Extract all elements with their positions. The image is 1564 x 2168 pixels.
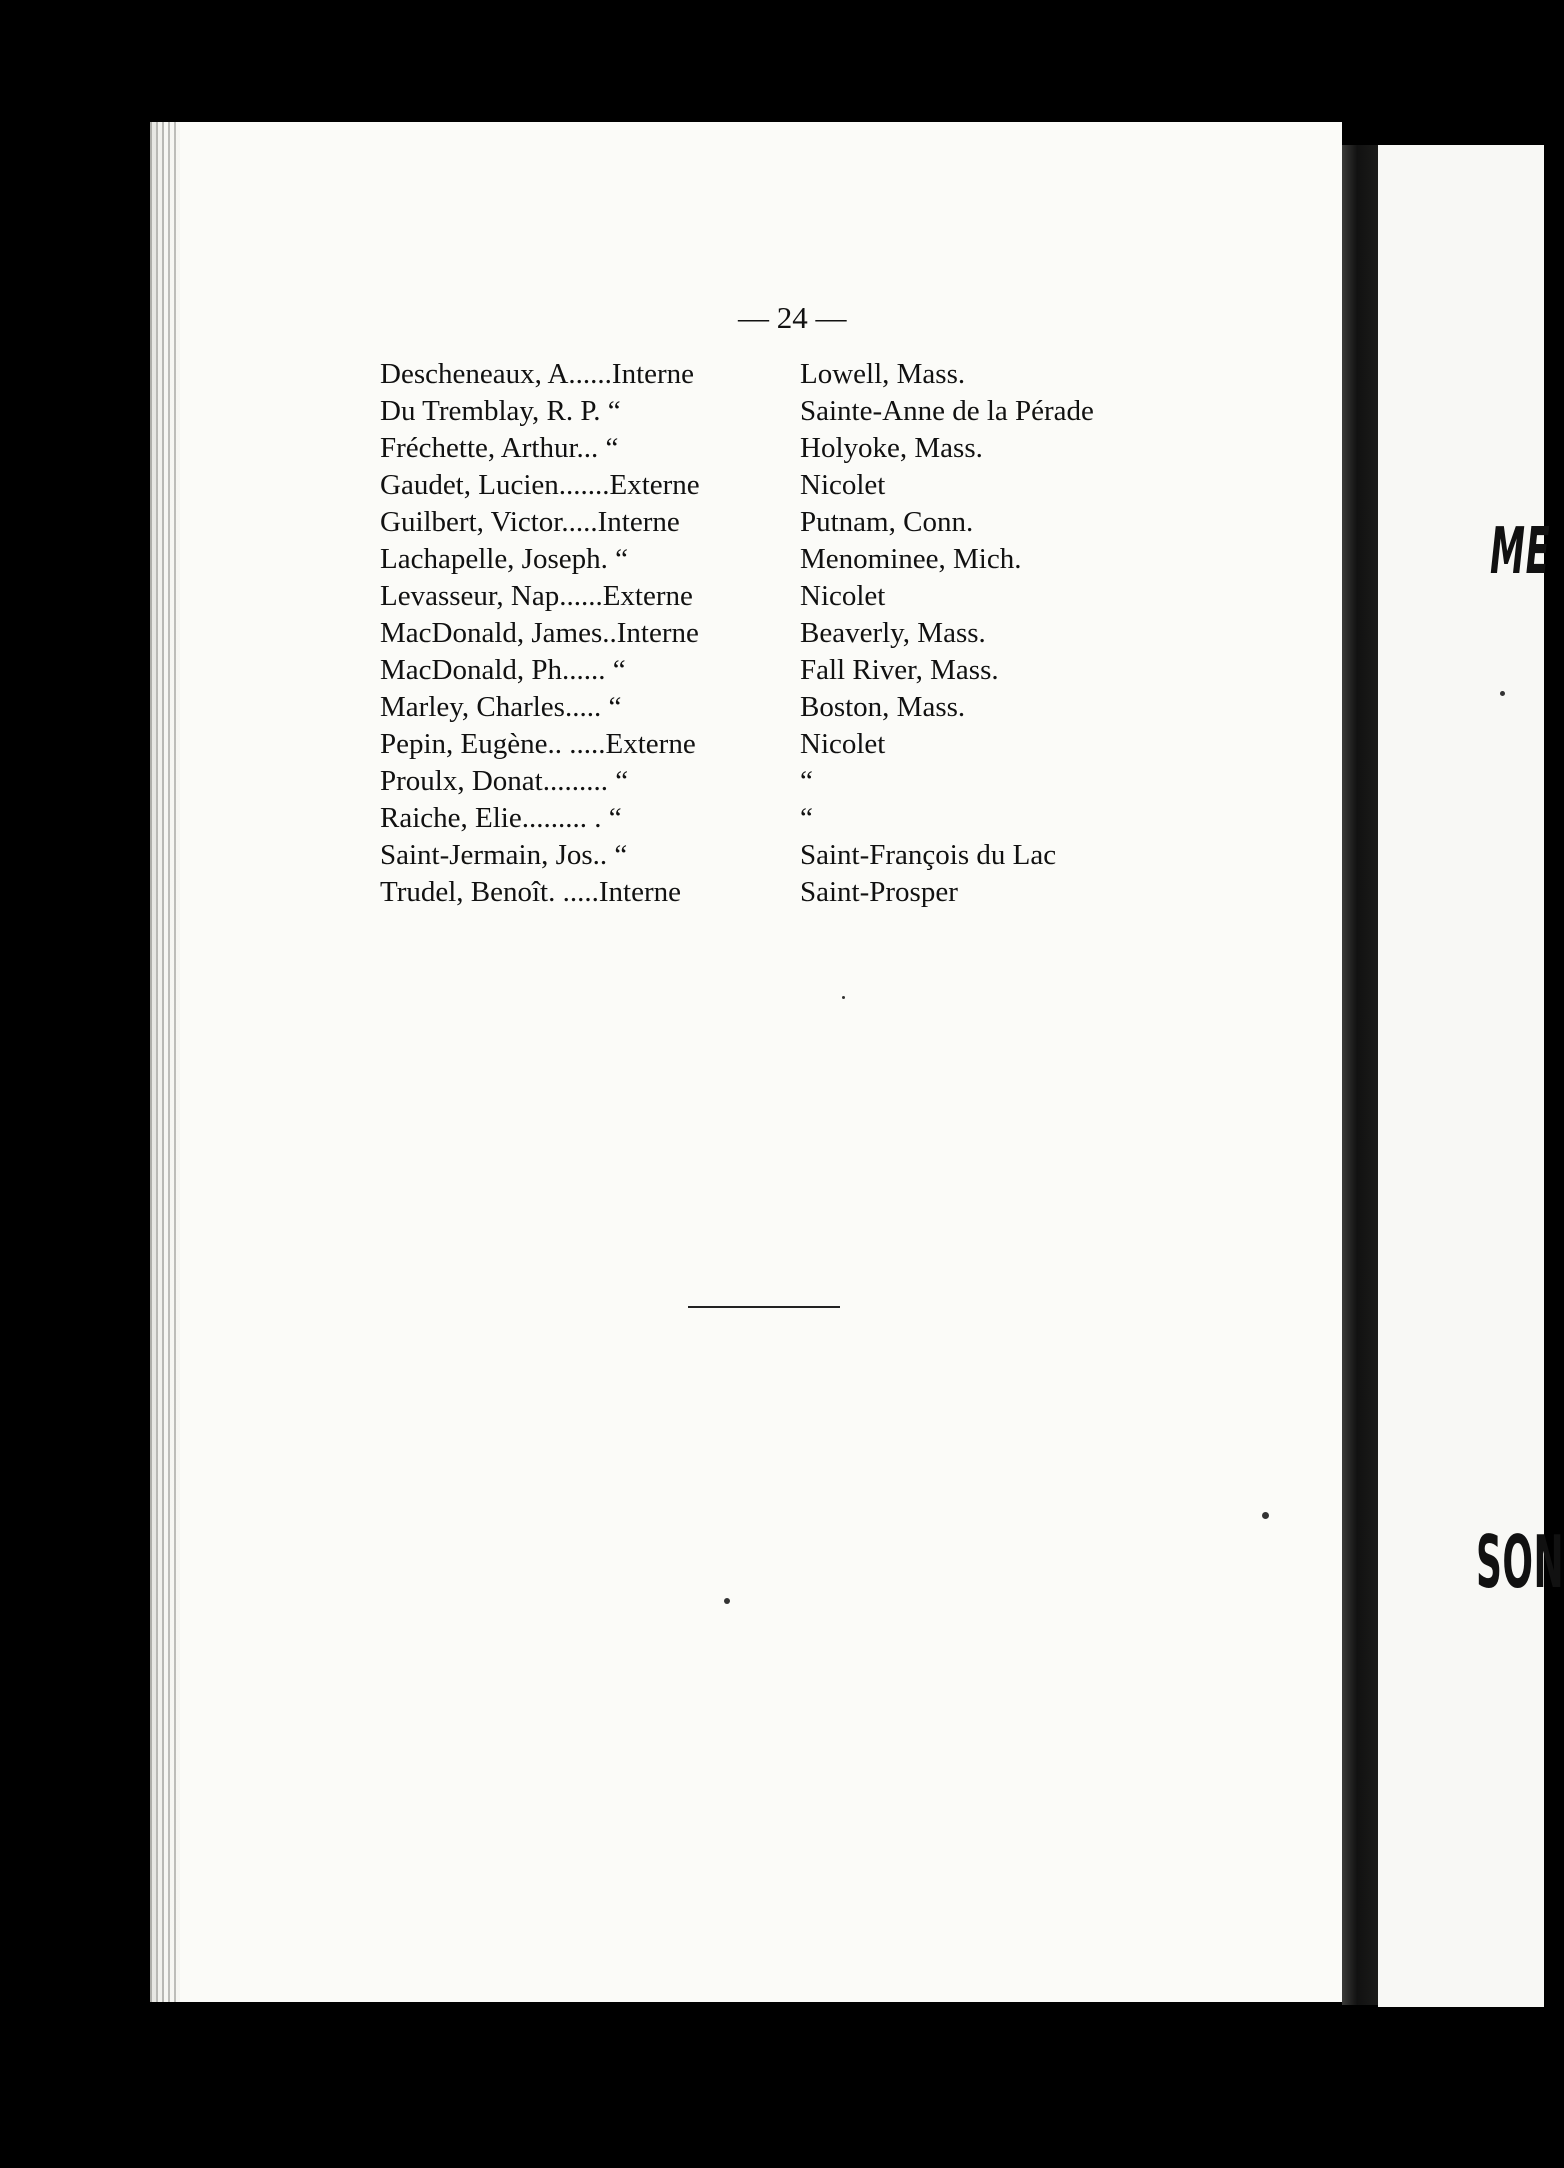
list-item: [380, 543, 1280, 580]
entry-name: Lachapelle, Joseph. “: [380, 543, 629, 575]
facing-page-fragment-top: ME: [1490, 515, 1551, 589]
entry-name: Guilbert, Victor.....Interne: [380, 506, 680, 538]
list-item: [380, 765, 1280, 802]
entry-name: Levasseur, Nap......Externe: [380, 580, 693, 612]
entry-name: Marley, Charles..... “: [380, 691, 622, 723]
entry-name: Pepin, Eugène.. .....Externe: [380, 728, 696, 760]
student-list: [380, 358, 1280, 913]
book-gutter: [1342, 145, 1380, 2005]
right-page: [1378, 145, 1544, 2007]
entry-place: Boston, Mass.: [800, 691, 966, 723]
entry-place: Nicolet: [800, 580, 886, 612]
entry-place: Putnam, Conn.: [800, 506, 974, 538]
entry-place: Menominee, Mich.: [800, 543, 1022, 575]
scan-speck: [1262, 1512, 1269, 1519]
entry-place: Fall River, Mass.: [800, 654, 999, 686]
entry-name: MacDonald, Ph...... “: [380, 654, 626, 686]
list-item: [380, 469, 1280, 506]
entry-name: MacDonald, James..Interne: [380, 617, 699, 649]
entry-place: Sainte-Anne de la Pérade: [800, 395, 1094, 427]
entry-name: Gaudet, Lucien.......Externe: [380, 469, 700, 501]
list-item: [380, 691, 1280, 728]
entry-name: Descheneaux, A......Interne: [380, 358, 695, 390]
scan-speck: [842, 996, 845, 999]
page-edge-lines: [150, 122, 180, 2002]
horizontal-rule: [688, 1306, 840, 1308]
list-item: [380, 617, 1280, 654]
entry-name: Trudel, Benoît. .....Interne: [380, 876, 681, 908]
list-item: [380, 728, 1280, 765]
entry-place: Holyoke, Mass.: [800, 432, 983, 464]
list-item: [380, 802, 1280, 839]
entry-place: Saint-Prosper: [800, 876, 958, 908]
entry-name: Du Tremblay, R. P. “: [380, 395, 621, 427]
list-item: [380, 654, 1280, 691]
list-item: [380, 395, 1280, 432]
entry-place: Beaverly, Mass.: [800, 617, 986, 649]
entry-name: Raiche, Elie......... . “: [380, 802, 622, 834]
entry-name: Fréchette, Arthur... “: [380, 432, 619, 464]
list-item: [380, 876, 1280, 913]
list-item: [380, 358, 1280, 395]
entry-place: “: [800, 765, 813, 797]
entry-place: Lowell, Mass.: [800, 358, 966, 390]
facing-page-fragment-bottom: SON: [1476, 1520, 1564, 1604]
scan-speck: [1500, 691, 1505, 696]
page-number: — 24 —: [738, 300, 847, 335]
list-item: [380, 839, 1280, 876]
entry-place: Saint-François du Lac: [800, 839, 1057, 871]
entry-place: Nicolet: [800, 469, 886, 501]
scan-speck: [724, 1598, 730, 1604]
list-item: [380, 506, 1280, 543]
list-item: [380, 580, 1280, 617]
entry-name: Proulx, Donat......... “: [380, 765, 629, 797]
entry-place: “: [800, 802, 813, 834]
entry-name: Saint-Jermain, Jos.. “: [380, 839, 628, 871]
list-item: [380, 432, 1280, 469]
entry-place: Nicolet: [800, 728, 886, 760]
